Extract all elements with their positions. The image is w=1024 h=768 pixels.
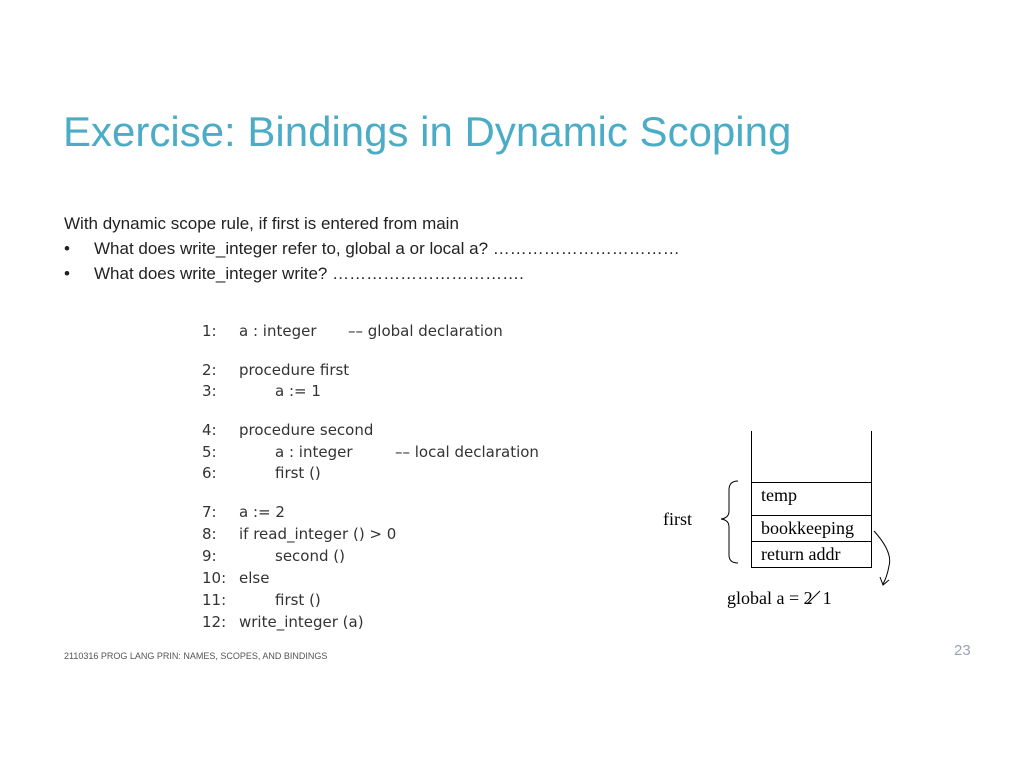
line-number: 5: <box>202 443 217 461</box>
line-number: 6: <box>202 464 217 482</box>
new-value: 1 <box>822 588 832 608</box>
code-text: first () <box>275 591 321 609</box>
line-number: 4: <box>202 421 217 439</box>
strike-mark <box>807 591 820 604</box>
code-text: a := 1 <box>275 382 321 400</box>
code-text: procedure first <box>239 361 350 379</box>
code-text: first () <box>275 464 321 482</box>
bullet-symbol: • <box>64 239 70 258</box>
line-number: 8: <box>202 525 217 543</box>
bullet-text: What does write_integer write? ……………………………. <box>94 264 524 283</box>
intro-text: With dynamic scope rule, if first is entered from main <box>64 214 459 233</box>
line-number: 3: <box>202 382 217 400</box>
old-value: 2 <box>803 588 813 608</box>
code-text: a : integer <box>275 443 353 461</box>
code-text: else <box>239 569 270 587</box>
bullet-symbol: • <box>64 264 70 283</box>
global-label-text: global a = <box>727 588 804 608</box>
code-text: write_integer (a) <box>239 613 364 631</box>
code-comment: –– global declaration <box>348 322 503 340</box>
line-number: 9: <box>202 547 217 565</box>
code-text: procedure second <box>239 421 374 439</box>
line-number: 2: <box>202 361 217 379</box>
stack-cell: temp <box>751 482 872 508</box>
stack-cell: return addr <box>751 541 872 567</box>
stack-cell: bookkeeping <box>751 515 872 542</box>
page-number: 23 <box>954 642 971 659</box>
code-text: second () <box>275 547 345 565</box>
slide-title: Exercise: Bindings in Dynamic Scoping <box>63 108 792 155</box>
line-number: 1: <box>202 322 217 340</box>
code-text: a := 2 <box>239 503 285 521</box>
line-number: 10: <box>202 569 227 587</box>
line-number: 12: <box>202 613 227 631</box>
code-text: a : integer <box>239 322 317 340</box>
code-text: if read_integer () > 0 <box>239 525 397 543</box>
frame-brace <box>721 481 738 563</box>
line-number: 7: <box>202 503 217 521</box>
return-arrow <box>874 531 890 584</box>
code-comment: –– local declaration <box>395 443 539 461</box>
slide-footer: 2110316 PROG LANG PRIN: NAMES, SCOPES, AND BINDINGS <box>64 651 328 661</box>
bullet-text: What does write_integer refer to, global a or local a? …………………………… <box>94 239 680 258</box>
frame-label: first <box>663 509 692 529</box>
line-number: 11: <box>202 591 227 609</box>
